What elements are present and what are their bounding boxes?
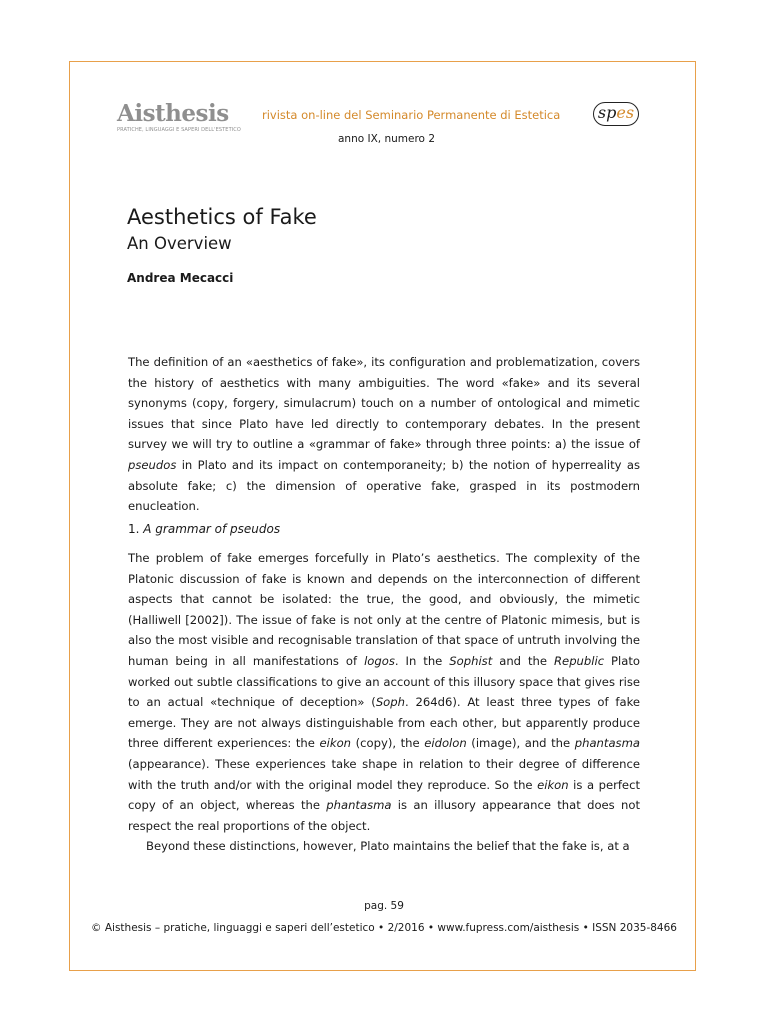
footer-citation: © Aisthesis – pratiche, linguaggi e saperi dell’estetico • 2/2016 • www.fupress.com/aisthesis • ISSN 2035-8466 — [91, 922, 677, 934]
italic-term: pseudos — [128, 457, 177, 472]
spes-logo — [593, 102, 639, 126]
section-title: A grammar of pseudos — [143, 522, 281, 536]
italic-term: eikon — [319, 736, 352, 751]
text-run: is a perfect copy of an object, whereas the — [128, 777, 640, 813]
article-subtitle: An Overview — [127, 234, 232, 253]
logo-text: Aisthesis — [117, 100, 229, 127]
text-run: The definition of an «aesthetics of fake», its configuration and problematization, covers the history of aesthetics with many ambiguities. The word «fake» and its several synonyms (copy, forgery, simulacrum) touch on a number of ontological and mimetic issues that since Plato have led directly to contemporary debates. In the present survey we will try to outline a «grammar of fake» through three points: a) the issue of — [128, 355, 640, 452]
text-run: and the — [492, 653, 554, 668]
article-author: Andrea Mecacci — [127, 271, 234, 285]
abstract-text — [128, 352, 640, 517]
italic-term: Sophist — [449, 653, 493, 668]
paragraph-1 — [128, 548, 640, 836]
italic-term: phantasma — [326, 798, 392, 813]
text-run: . 264d6). At least three types of fake emerge. They are not always distinguishable from each other, but apparently produce three different experiences: the — [128, 695, 641, 751]
italic-term: Soph — [375, 695, 405, 710]
italic-term: eikon — [537, 777, 569, 792]
text-run: . In the — [394, 653, 450, 668]
journal-line: rivista on-line del Seminario Permanente di Estetica — [262, 108, 561, 122]
text-run: is an illusory appearance that does not respect the real proportions of the object. — [128, 798, 640, 833]
issue-line: anno IX, numero 2 — [338, 133, 435, 145]
spes-logo-part2: es — [616, 103, 635, 122]
text-run: The problem of fake emerges forcefully in Plato’s aesthetics. The complexity of the Platonic discussion of fake is known and depends on the interconnection of different aspects that cannot be isolated: the true, the good, and obviously, the mimetic (Halliwell [2002]). The issue of fake is not only at the centre of Platonic mimesis, but is also the most visible and recognisable translation of that space of untruth involving the human being in all manifestations of — [128, 551, 640, 668]
logo-subtitle: PRATICHE, LINGUAGGI E SAPERI DELL'ESTETICO — [117, 127, 241, 133]
aisthesis-logo — [117, 100, 241, 133]
section-heading — [128, 522, 280, 536]
spes-logo-part1: sp — [597, 103, 617, 122]
italic-term: eidolon — [424, 736, 467, 751]
text-run: Plato worked out subtle classifications to give an account of this illusory space that gives rise to an actual «technique of deception» ( — [128, 653, 640, 710]
main-text — [128, 548, 640, 857]
paragraph-2 — [128, 836, 640, 857]
text-run: (copy), the — [351, 736, 425, 751]
text-run: in Plato and its impact on contemporaneity; b) the notion of hyperreality as absolute fake; c) the dimension of operative fake, grasped in its postmodern enucleation. — [128, 457, 640, 514]
text-run: (image), and the — [466, 736, 575, 751]
page-number: pag. 59 — [364, 900, 404, 912]
article-title: Aesthetics of Fake — [127, 205, 317, 229]
italic-term: logos — [364, 653, 395, 668]
text-run: (appearance). These experiences take shape in relation to their degree of difference with the truth and/or with the original model they reproduce. So the — [128, 756, 640, 792]
italic-term: phantasma — [574, 736, 640, 751]
italic-term: Republic — [554, 653, 605, 668]
abstract — [128, 352, 640, 517]
section-number: 1. — [128, 522, 144, 536]
text-run: Beyond these distinctions, however, Plato maintains the belief that the fake is, at a — [146, 839, 630, 854]
